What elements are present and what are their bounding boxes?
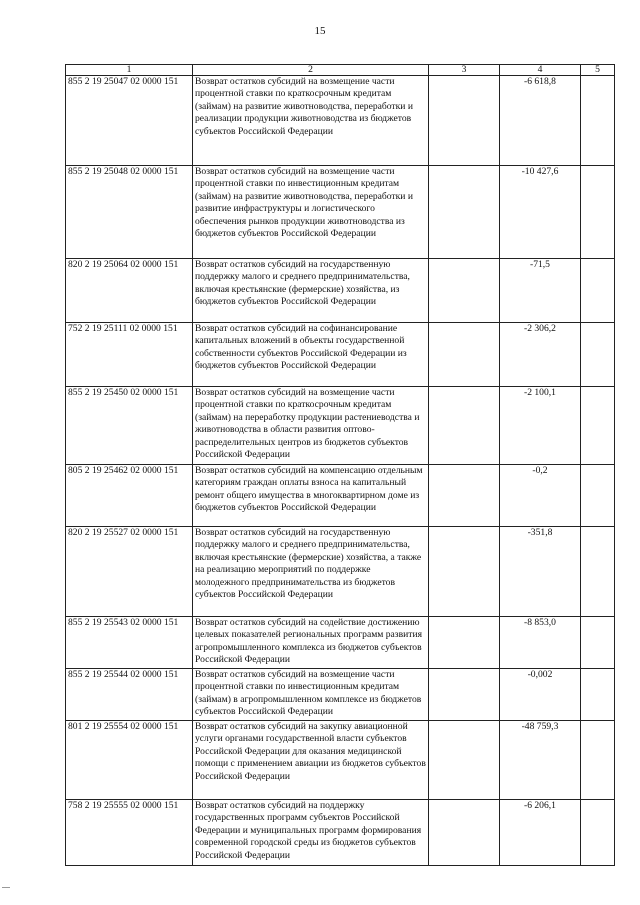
column-header-4: 4 xyxy=(500,65,581,76)
column-3-cell xyxy=(429,617,500,669)
row-description: Возврат остатков субсидий на содействие достижению целевых показателей региональных программ развития агропромышленного комплекса из бюджетов субъектов Российской Федерации xyxy=(193,617,429,669)
column-3-cell xyxy=(429,527,500,617)
column-5-cell xyxy=(581,166,615,259)
table-row xyxy=(66,323,615,387)
table-row xyxy=(66,465,615,527)
row-description: Возврат остатков субсидий на поддержку государственных программ субъектов Российской Федерации и муниципальных программ формирования современной городской среды из бюджетов субъектов Российской Федерации xyxy=(193,800,429,866)
page-number: 15 xyxy=(314,25,326,37)
table-row xyxy=(66,527,615,617)
table-row xyxy=(66,721,615,800)
amount-cell: -8 853,0 xyxy=(500,617,581,669)
budget-code: 855 2 19 25048 02 0000 151 xyxy=(66,166,193,259)
amount-cell: -48 759,3 xyxy=(500,721,581,800)
amount-cell: -2 306,2 xyxy=(500,323,581,387)
column-3-cell xyxy=(429,721,500,800)
amount-cell: -10 427,6 xyxy=(500,166,581,259)
table-row xyxy=(66,76,615,166)
table-row xyxy=(66,387,615,465)
budget-code: 801 2 19 25554 02 0000 151 xyxy=(66,721,193,800)
column-3-cell xyxy=(429,76,500,166)
row-description: Возврат остатков субсидий на государственную поддержку малого и среднего предпринимательства, включая крестьянские (фермерские) хозяйства, а также на реализацию мероприятий по поддержке молодежного предпринимательства из бюджетов субъектов Российской Федерации xyxy=(193,527,429,617)
amount-cell: -71,5 xyxy=(500,259,581,323)
column-header-2: 2 xyxy=(193,65,429,76)
budget-code: 752 2 19 25111 02 0000 151 xyxy=(66,323,193,387)
row-description: Возврат остатков субсидий на компенсацию отдельным категориям граждан оплаты взноса на капитальный ремонт общего имущества в многоквартирном доме из бюджетов субъектов Российской Федерации xyxy=(193,465,429,527)
column-5-cell xyxy=(581,387,615,465)
column-3-cell xyxy=(429,465,500,527)
column-3-cell xyxy=(429,669,500,721)
amount-cell: -6 206,1 xyxy=(500,800,581,866)
column-5-cell xyxy=(581,800,615,866)
column-3-cell xyxy=(429,166,500,259)
row-description: Возврат остатков субсидий на государственную поддержку малого и среднего предпринимательства, включая крестьянские (фермерские) хозяйства, из бюджетов субъектов Российской Федерации xyxy=(193,259,429,323)
column-3-cell xyxy=(429,387,500,465)
amount-cell: -0,2 xyxy=(500,465,581,527)
column-5-cell xyxy=(581,669,615,721)
budget-table xyxy=(65,64,615,866)
row-description: Возврат остатков субсидий на софинансирование капитальных вложений в объекты государственной собственности субъектов Российской Федерации из бюджетов субъектов Российской Федерации xyxy=(193,323,429,387)
column-5-cell xyxy=(581,527,615,617)
table-row xyxy=(66,617,615,669)
column-5-cell xyxy=(581,721,615,800)
column-5-cell xyxy=(581,323,615,387)
table-row xyxy=(66,669,615,721)
column-5-cell xyxy=(581,617,615,669)
row-description: Возврат остатков субсидий на возмещение части процентной ставки по краткосрочным кредитам (займам) на переработку продукции растениеводства и животноводства в области развития оптово-распределительных центров из бюджетов субъектов Российской Федерации xyxy=(193,387,429,465)
table-row xyxy=(66,259,615,323)
scan-artifact xyxy=(2,887,10,888)
row-description: Возврат остатков субсидий на возмещение части процентной ставки по инвестиционным кредитам (займам) на развитие животноводства, переработки и развитие инфраструктуры и логистического обеспечения рынков продукции животноводства из бюджетов субъектов Российской Федерации xyxy=(193,166,429,259)
budget-code: 855 2 19 25450 02 0000 151 xyxy=(66,387,193,465)
budget-code: 758 2 19 25555 02 0000 151 xyxy=(66,800,193,866)
table-header-row xyxy=(66,65,615,76)
row-description: Возврат остатков субсидий на возмещение части процентной ставки по краткосрочным кредитам (займам) на развитие животноводства, переработки и реализации продукции животноводства из бюджетов субъектов Российской Федерации xyxy=(193,76,429,166)
amount-cell: -2 100,1 xyxy=(500,387,581,465)
budget-code: 855 2 19 25047 02 0000 151 xyxy=(66,76,193,166)
amount-cell: -351,8 xyxy=(500,527,581,617)
amount-cell: -0,002 xyxy=(500,669,581,721)
column-5-cell xyxy=(581,259,615,323)
column-3-cell xyxy=(429,800,500,866)
row-description: Возврат остатков субсидий на закупку авиационной услуги органами государственной власти субъектов Российской Федерации для оказания медицинской помощи с применением авиации из бюджетов субъектов Российской Федерации xyxy=(193,721,429,800)
column-5-cell xyxy=(581,76,615,166)
column-header-1: 1 xyxy=(66,65,193,76)
budget-code: 820 2 19 25064 02 0000 151 xyxy=(66,259,193,323)
budget-code: 820 2 19 25527 02 0000 151 xyxy=(66,527,193,617)
column-header-3: 3 xyxy=(429,65,500,76)
column-3-cell xyxy=(429,259,500,323)
row-description: Возврат остатков субсидий на возмещение части процентной ставки по инвестиционным кредитам (займам) в агропромышленном комплексе из бюджетов субъектов Российской Федерации xyxy=(193,669,429,721)
table-row xyxy=(66,800,615,866)
budget-code: 855 2 19 25543 02 0000 151 xyxy=(66,617,193,669)
column-5-cell xyxy=(581,465,615,527)
column-3-cell xyxy=(429,323,500,387)
budget-code: 855 2 19 25544 02 0000 151 xyxy=(66,669,193,721)
table-row xyxy=(66,166,615,259)
amount-cell: -6 618,8 xyxy=(500,76,581,166)
column-header-5: 5 xyxy=(581,65,615,76)
budget-code: 805 2 19 25462 02 0000 151 xyxy=(66,465,193,527)
